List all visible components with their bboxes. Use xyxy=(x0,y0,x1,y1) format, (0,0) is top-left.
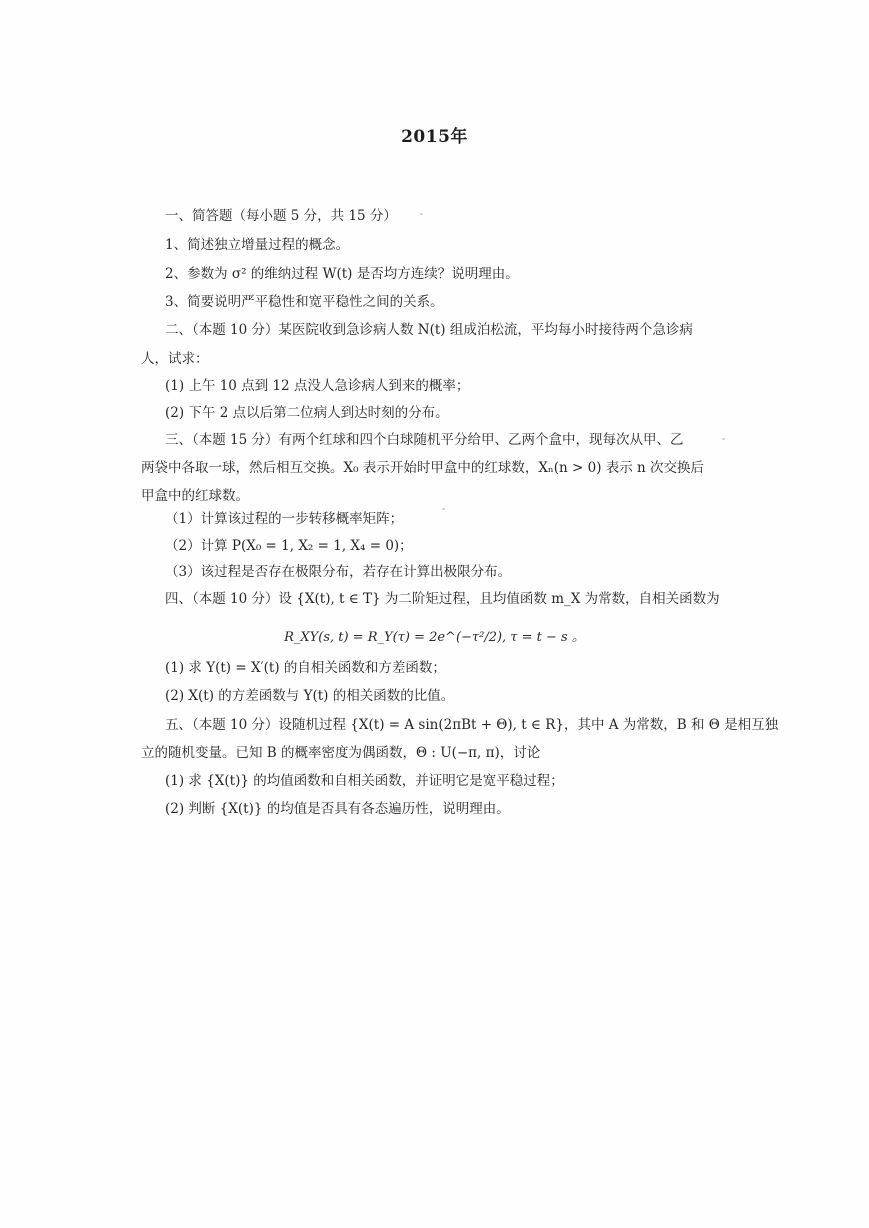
section-2-stem-line-2: 人，试求： xyxy=(141,351,209,367)
scan-speck xyxy=(722,438,725,440)
section-5-stem-line-1: 五、（本题 10 分）设随机过程 {X(t) = A sin(2πBt + Θ), t ∈ R}，其中 A 为常数，B 和 Θ 是相互独 xyxy=(165,717,779,733)
section-5-question-1: (1) 求 {X(t)} 的均值函数和自相关函数，并证明它是宽平稳过程； xyxy=(165,773,564,789)
section-4-question-1: (1) 求 Y(t) = X′(t) 的自相关函数和方差函数； xyxy=(165,660,446,676)
section-3-stem-line-2: 两袋中各取一球，然后相互交换。X₀ 表示开始时甲盒中的红球数，Xₙ(n > 0) 表示 n 次交换后 xyxy=(141,460,705,476)
page-title: 2015年 xyxy=(401,127,468,147)
section-4-question-2: (2) X(t) 的方差函数与 Y(t) 的相关函数的比值。 xyxy=(165,688,455,704)
section-2-question-1: (1) 上午 10 点到 12 点没人急诊病人到来的概率； xyxy=(165,378,470,394)
section-3-question-2: （2）计算 P(X₀ = 1, X₂ = 1, X₄ = 0)； xyxy=(165,538,413,554)
section-3-question-1: （1）计算该过程的一步转移概率矩阵； xyxy=(165,511,404,527)
section-1-question-3: 3、简要说明严平稳性和宽平稳性之间的关系。 xyxy=(165,294,444,310)
section-1-question-1: 1、简述独立增量过程的概念。 xyxy=(165,237,350,253)
section-3-question-3: （3）该过程是否存在极限分布，若存在计算出极限分布。 xyxy=(165,564,512,580)
scan-speck xyxy=(442,508,445,510)
section-5-question-2: (2) 判断 {X(t)} 的均值是否具有各态遍历性，说明理由。 xyxy=(165,801,510,817)
section-2-stem-line-1: 二、（本题 10 分）某医院收到急诊病人数 N(t) 组成泊松流，平均每小时接待两个急诊病 xyxy=(165,322,693,338)
section-3-stem-line-1: 三、（本题 15 分）有两个红球和四个白球随机平分给甲、乙两个盒中，现每次从甲、乙 xyxy=(165,432,684,448)
scan-speck xyxy=(420,213,423,215)
section-2-question-2: (2) 下午 2 点以后第二位病人到达时刻的分布。 xyxy=(165,405,449,421)
section-1-heading: 一、简答题（每小题 5 分，共 15 分） xyxy=(165,208,397,224)
section-5-stem-line-2: 立的随机变量。已知 B 的概率密度为偶函数，Θ : U(−π, π)，讨论 xyxy=(141,745,541,761)
autocorrelation-formula: R_XY(s, t) = R_Y(τ) = 2e^(−τ²/2), τ = t − s 。 xyxy=(284,630,585,645)
section-1-question-2: 2、参数为 σ² 的维纳过程 W(t) 是否均方连续？说明理由。 xyxy=(165,266,519,282)
section-3-stem-line-3: 甲盒中的红球数。 xyxy=(141,488,249,504)
section-4-stem-line-1: 四、（本题 10 分）设 {X(t), t ∈ T} 为二阶矩过程，且均值函数 m_X 为常数，自相关函数为 xyxy=(165,591,720,607)
